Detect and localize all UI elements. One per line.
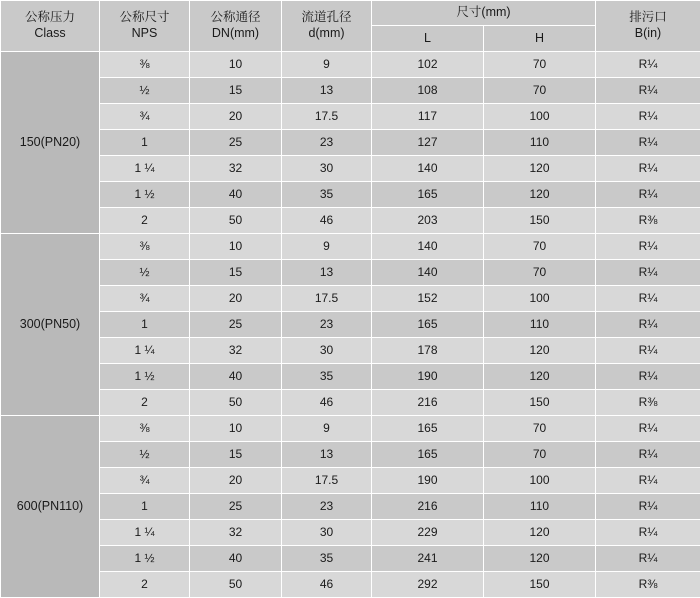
cell-bore: 35: [282, 546, 372, 572]
header-dimension-l: L: [372, 26, 484, 52]
cell-length: 229: [372, 520, 484, 546]
cell-height: 70: [484, 234, 596, 260]
cell-height: 120: [484, 338, 596, 364]
table-row: [1, 468, 700, 494]
cell-bore: 35: [282, 182, 372, 208]
header-dimension-h: H: [484, 26, 596, 52]
cell-bore: 23: [282, 494, 372, 520]
cell-length: 178: [372, 338, 484, 364]
cell-dn: 50: [190, 390, 282, 416]
cell-dn: 20: [190, 104, 282, 130]
pressure-class-cell: 150(PN20): [1, 52, 100, 234]
cell-length: 102: [372, 52, 484, 78]
cell-blowdown: R¼: [596, 312, 700, 338]
header-blowdown-line1: 排污口: [596, 10, 700, 26]
cell-height: 150: [484, 208, 596, 234]
cell-dn: 20: [190, 468, 282, 494]
cell-length: 140: [372, 260, 484, 286]
cell-nps: ⅜: [100, 416, 190, 442]
cell-length: 190: [372, 468, 484, 494]
cell-nps: ¾: [100, 104, 190, 130]
cell-blowdown: R¼: [596, 104, 700, 130]
cell-length: 216: [372, 390, 484, 416]
cell-bore: 30: [282, 520, 372, 546]
cell-nps: 1: [100, 312, 190, 338]
cell-bore: 9: [282, 234, 372, 260]
cell-height: 100: [484, 104, 596, 130]
cell-nps: ½: [100, 260, 190, 286]
header-blowdown: [596, 1, 700, 52]
table-row: [1, 416, 700, 442]
cell-length: 108: [372, 78, 484, 104]
cell-nps: 1: [100, 130, 190, 156]
table-row: [1, 130, 700, 156]
header-nps: [100, 1, 190, 52]
header-dn-line1: 公称通径: [190, 10, 281, 26]
table-row: [1, 572, 700, 598]
table-row: [1, 286, 700, 312]
cell-height: 120: [484, 156, 596, 182]
cell-length: 190: [372, 364, 484, 390]
cell-dn: 25: [190, 130, 282, 156]
table-body: [1, 52, 700, 598]
cell-blowdown: R¼: [596, 130, 700, 156]
cell-length: 140: [372, 156, 484, 182]
cell-bore: 23: [282, 312, 372, 338]
header-row-main: [1, 1, 700, 26]
cell-blowdown: R⅜: [596, 572, 700, 598]
cell-nps: ½: [100, 78, 190, 104]
cell-nps: 2: [100, 390, 190, 416]
cell-dn: 15: [190, 442, 282, 468]
cell-height: 70: [484, 416, 596, 442]
cell-blowdown: R¼: [596, 364, 700, 390]
cell-length: 140: [372, 234, 484, 260]
table-row: [1, 442, 700, 468]
cell-height: 70: [484, 260, 596, 286]
cell-nps: 1 ½: [100, 182, 190, 208]
cell-length: 127: [372, 130, 484, 156]
pressure-class-cell: 600(PN110): [1, 416, 100, 598]
cell-nps: ½: [100, 442, 190, 468]
table-row: [1, 520, 700, 546]
cell-dn: 50: [190, 572, 282, 598]
cell-nps: ⅜: [100, 234, 190, 260]
table-row: [1, 260, 700, 286]
cell-height: 150: [484, 572, 596, 598]
cell-dn: 15: [190, 78, 282, 104]
cell-blowdown: R¼: [596, 234, 700, 260]
header-dn: [190, 1, 282, 52]
cell-length: 241: [372, 546, 484, 572]
cell-length: 165: [372, 182, 484, 208]
table-row: [1, 390, 700, 416]
header-blowdown-line2: B(in): [596, 26, 700, 42]
cell-blowdown: R¼: [596, 416, 700, 442]
table-row: [1, 156, 700, 182]
header-class-line2: Class: [1, 26, 99, 42]
cell-length: 117: [372, 104, 484, 130]
header-d-line2: d(mm): [282, 26, 371, 42]
cell-length: 203: [372, 208, 484, 234]
table-row: [1, 78, 700, 104]
cell-height: 100: [484, 286, 596, 312]
table-row: [1, 364, 700, 390]
cell-nps: 1 ¼: [100, 156, 190, 182]
table-row: [1, 104, 700, 130]
cell-height: 110: [484, 130, 596, 156]
table-row: [1, 182, 700, 208]
cell-dn: 40: [190, 546, 282, 572]
cell-bore: 13: [282, 442, 372, 468]
cell-bore: 9: [282, 416, 372, 442]
header-dn-line2: DN(mm): [190, 26, 281, 42]
cell-bore: 23: [282, 130, 372, 156]
header-d-line1: 流道孔径: [282, 10, 371, 26]
cell-dn: 10: [190, 416, 282, 442]
cell-nps: 1 ¼: [100, 520, 190, 546]
cell-bore: 17.5: [282, 286, 372, 312]
cell-length: 165: [372, 312, 484, 338]
header-nps-line2: NPS: [100, 26, 189, 42]
cell-nps: ¾: [100, 468, 190, 494]
cell-dn: 20: [190, 286, 282, 312]
cell-length: 292: [372, 572, 484, 598]
cell-bore: 13: [282, 260, 372, 286]
cell-blowdown: R¼: [596, 286, 700, 312]
cell-blowdown: R¼: [596, 468, 700, 494]
table-header: [1, 1, 700, 52]
cell-dn: 10: [190, 52, 282, 78]
cell-blowdown: R¼: [596, 182, 700, 208]
cell-blowdown: R⅜: [596, 390, 700, 416]
table-row: [1, 52, 700, 78]
cell-nps: 2: [100, 572, 190, 598]
cell-height: 120: [484, 364, 596, 390]
cell-bore: 30: [282, 338, 372, 364]
cell-height: 70: [484, 78, 596, 104]
table-row: [1, 234, 700, 260]
cell-length: 165: [372, 416, 484, 442]
cell-bore: 35: [282, 364, 372, 390]
cell-bore: 17.5: [282, 468, 372, 494]
cell-blowdown: R¼: [596, 546, 700, 572]
cell-bore: 13: [282, 78, 372, 104]
cell-length: 152: [372, 286, 484, 312]
cell-nps: ¾: [100, 286, 190, 312]
cell-height: 150: [484, 390, 596, 416]
cell-dn: 32: [190, 156, 282, 182]
cell-blowdown: R¼: [596, 520, 700, 546]
cell-blowdown: R¼: [596, 52, 700, 78]
cell-dn: 40: [190, 364, 282, 390]
cell-blowdown: R¼: [596, 338, 700, 364]
header-dimensions-group: 尺寸(mm): [372, 1, 596, 26]
cell-dn: 10: [190, 234, 282, 260]
header-nps-line1: 公称尺寸: [100, 10, 189, 26]
table-row: [1, 338, 700, 364]
cell-dn: 32: [190, 520, 282, 546]
cell-dn: 50: [190, 208, 282, 234]
cell-blowdown: R¼: [596, 442, 700, 468]
table-row: [1, 312, 700, 338]
cell-bore: 46: [282, 390, 372, 416]
cell-nps: 1 ½: [100, 364, 190, 390]
cell-height: 110: [484, 312, 596, 338]
cell-dn: 40: [190, 182, 282, 208]
cell-nps: 2: [100, 208, 190, 234]
cell-blowdown: R¼: [596, 156, 700, 182]
cell-length: 165: [372, 442, 484, 468]
pressure-class-cell: 300(PN50): [1, 234, 100, 416]
cell-length: 216: [372, 494, 484, 520]
header-class: [1, 1, 100, 52]
cell-blowdown: R¼: [596, 260, 700, 286]
cell-bore: 46: [282, 572, 372, 598]
cell-height: 120: [484, 546, 596, 572]
cell-bore: 17.5: [282, 104, 372, 130]
cell-height: 120: [484, 182, 596, 208]
table-row: [1, 546, 700, 572]
cell-nps: ⅜: [100, 52, 190, 78]
cell-height: 110: [484, 494, 596, 520]
cell-dn: 25: [190, 312, 282, 338]
cell-bore: 9: [282, 52, 372, 78]
cell-height: 70: [484, 52, 596, 78]
table-row: [1, 494, 700, 520]
cell-nps: 1: [100, 494, 190, 520]
cell-dn: 25: [190, 494, 282, 520]
cell-height: 120: [484, 520, 596, 546]
cell-dn: 15: [190, 260, 282, 286]
table-row: [1, 208, 700, 234]
cell-height: 100: [484, 468, 596, 494]
cell-bore: 30: [282, 156, 372, 182]
header-class-line1: 公称压力: [1, 10, 99, 26]
cell-blowdown: R¼: [596, 494, 700, 520]
cell-blowdown: R¼: [596, 78, 700, 104]
header-d: [282, 1, 372, 52]
cell-nps: 1 ½: [100, 546, 190, 572]
cell-height: 70: [484, 442, 596, 468]
cell-nps: 1 ¼: [100, 338, 190, 364]
cell-dn: 32: [190, 338, 282, 364]
cell-blowdown: R⅜: [596, 208, 700, 234]
cell-bore: 46: [282, 208, 372, 234]
